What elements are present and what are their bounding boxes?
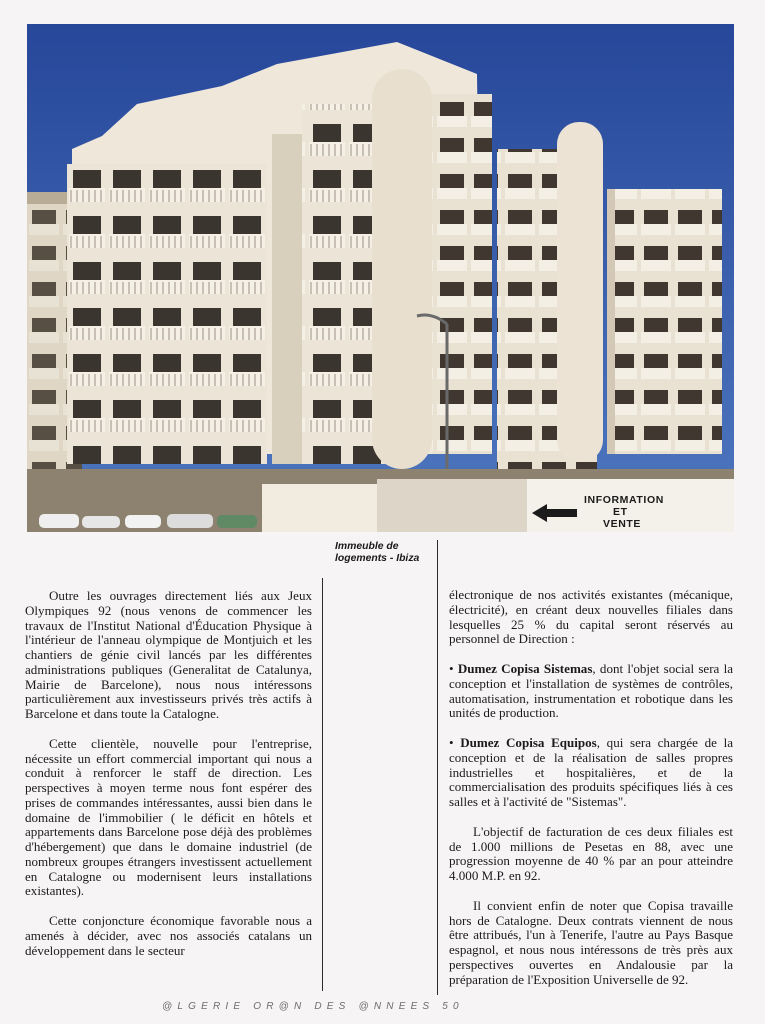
bullet-equipos (449, 736, 733, 810)
right-paragraph-3: Il convient enfin de noter que Copisa travaille hors de Catalogne. Deux contrats viennent de nous être attribués, l'un à Tenerife, l'autre au Pays Basque espagnol, et nous nous intéressons de très près aux perspectives ouvertes en Andalousie par la préparation de l'Exposition Universelle de 92. (449, 897, 733, 987)
bullet-equipos-dot: • (449, 735, 461, 750)
right-article-column (449, 588, 733, 987)
sign-et: ET (613, 506, 628, 518)
caption-line-1: Immeuble de (335, 541, 399, 552)
bullet-equipos-text: , qui sera chargée de la conception et de la réalisation de salles propres industrielles et hospitalières, et de la commercialisation des produits spécifiques liés à ces salles et à l'activité de "Sistemas". (449, 735, 733, 809)
left-paragraph-3: Cette conjoncture économique favorable nous a amenés à décider, avec nos associés catalans un développement dans le secteur (25, 913, 312, 958)
left-column-rule (322, 578, 323, 991)
building-photo (27, 24, 734, 532)
building-illustration (27, 24, 734, 532)
footer-watermark: @LGERIE OR@N DES @NNEES 50 (162, 1001, 464, 1012)
bullet-equipos-title: Dumez Copisa Equipos (460, 735, 597, 750)
left-article-column (25, 589, 312, 958)
caption-line-2: logements - Ibiza (335, 553, 420, 564)
sign-vente: VENTE (603, 518, 642, 530)
right-paragraph-2: L'objectif de facturation de ces deux filiales est de 1.000 millions de Pesetas en 88, avec une progression moyenne de 40 % par an pour atteindre 4.000 M.P. en 92. (449, 823, 733, 883)
bullet-sistemas-title: Dumez Copisa Sistemas (457, 661, 593, 676)
left-paragraph-2: Cette clientèle, nouvelle pour l'entreprise, nécessite un effort commercial important qui nous a conduit à renforcer le staff de direction. Les perspectives à moyen terme nous font espérer des prises de commandes intéressantes, aussi bien dans le domaine de l'immobilier ( le déficit en hôtels et appartements dans Barcelone pose déjà des problèmes d'hébergement) que dans le domaine industriel (de nombreux groupes étrangers investissent actuellement en Catalogne ou modernisent leurs installations existantes). (25, 735, 312, 899)
sign-information: INFORMATION (584, 494, 664, 506)
bullet-sistemas-text: , dont l'objet social sera la conception et l'installation de systèmes de contrôles, automatisation, instrumentation et robotique dans les unités de production. (449, 661, 733, 721)
right-paragraph-1: électronique de nos activités existantes (mécanique, électricité), en créant deux nouvelles filiales dans lesquelles 25 % du capital seront réservés au personnel de Direction : (449, 587, 733, 647)
bullet-sistemas (449, 662, 733, 721)
right-column-rule (437, 540, 438, 995)
left-paragraph-1: Outre les ouvrages directement liés aux Jeux Olympiques 92 (nous venons de commencer les travaux de l'Institut National d'Éducation Physique à l'intérieur de l'anneau olympique de Montjuich et les chantiers de génie civil lancés par les différentes administrations publiques (Generalitat de Catalunya, Mairie de Barcelone), nous nous intéressons particulièrement aux investisseurs privés très actifs à Barcelone et dans toute la Catalogne. (25, 588, 312, 721)
photo-caption (335, 541, 443, 565)
bullet-sistemas-dot: • (449, 661, 458, 676)
